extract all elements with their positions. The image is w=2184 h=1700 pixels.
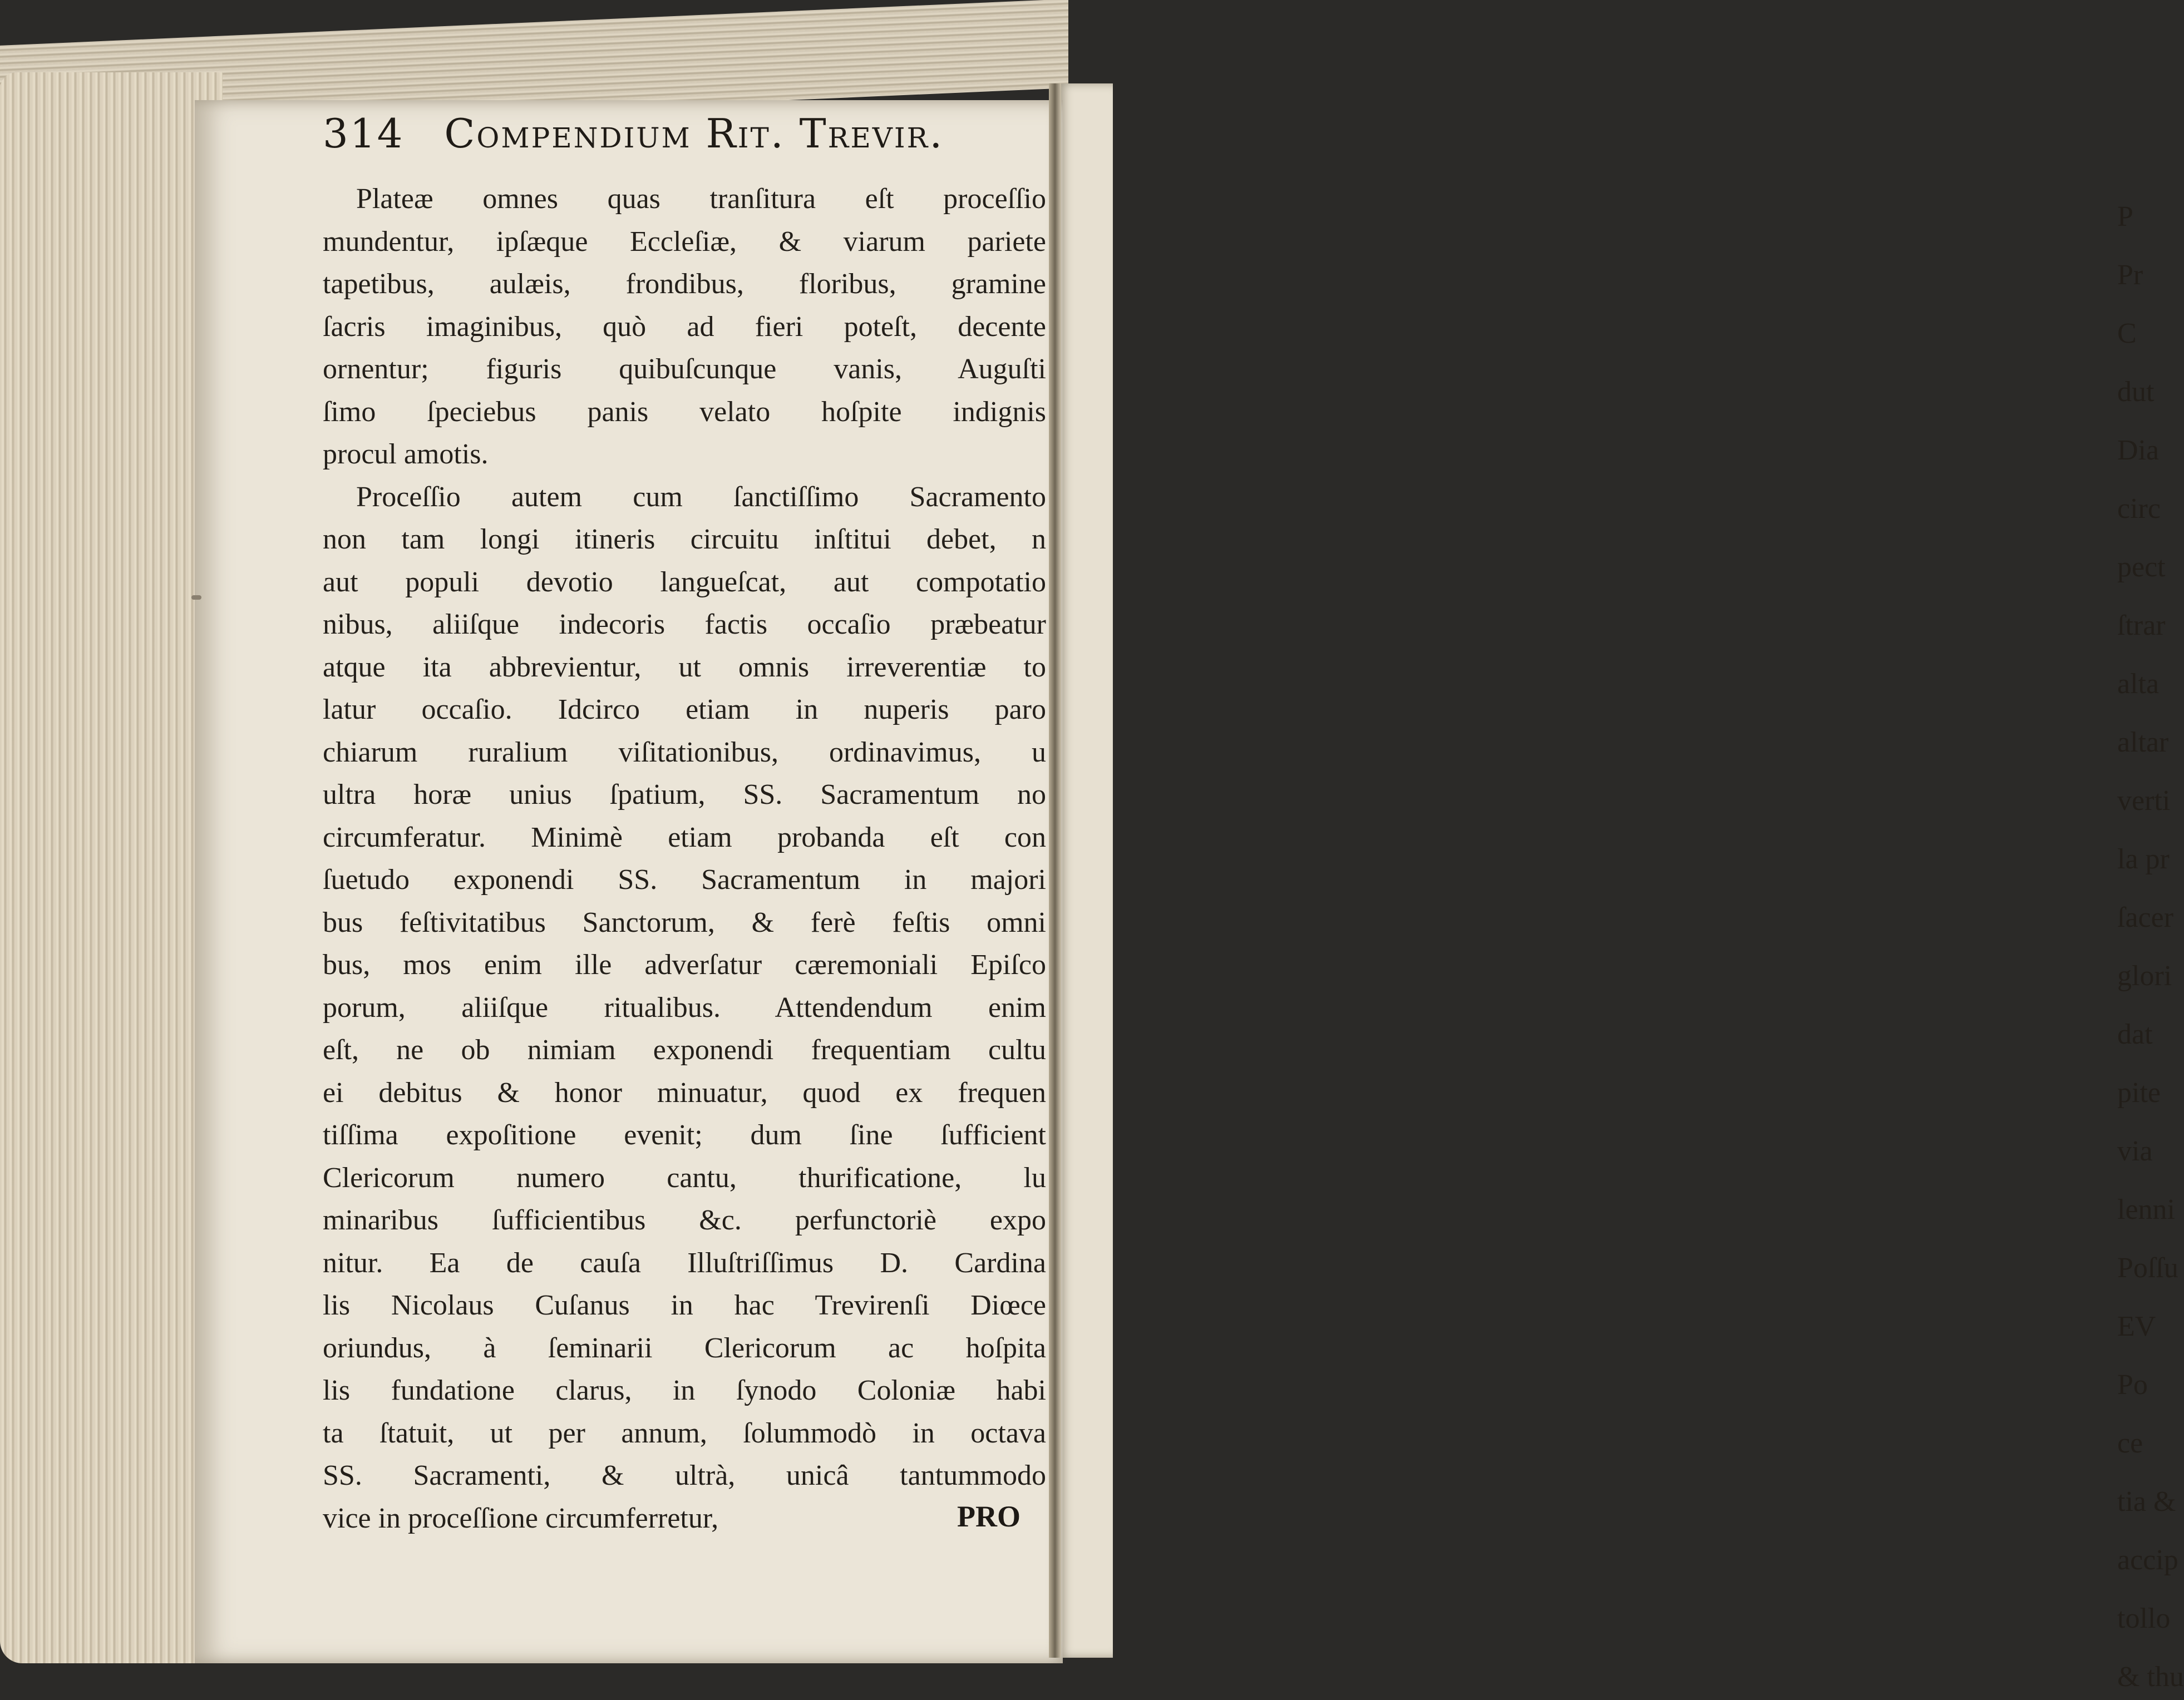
text-line: non tam longi itineris circuitu inſtitui debet, n <box>323 523 1046 555</box>
text-line: aut populi devotio langueſcat, aut compotatio <box>323 566 1046 598</box>
facing-page-fragment: tia & <box>2117 1486 2176 1518</box>
text-line: nibus, aliiſque indecoris factis occaſio præbeatur <box>323 609 1046 640</box>
text-line: bus, mos enim ille adverſatur cæremoniali Epiſco <box>323 949 1046 981</box>
facing-page-fragment: ſtrar <box>2117 610 2166 641</box>
catchword: PRO <box>957 1500 1020 1533</box>
text-line: ſacris imaginibus, quò ad fieri poteſt, decente <box>323 310 1046 343</box>
text-line: ta ſtatuit, ut per annum, ſolummodò in octava <box>323 1417 1046 1449</box>
text-line: vice in proceſſione circumferretur, <box>323 1502 719 1534</box>
text-line: eſt, ne ob nimiam exponendi frequentiam cultu <box>323 1034 1046 1066</box>
facing-page-fragment: verti <box>2117 785 2171 817</box>
running-title: Compendium Rit. Trevir. <box>444 110 944 157</box>
text-line: ei debitus & honor minuatur, quod ex frequen <box>323 1076 1046 1109</box>
text-line: nitur. Ea de cauſa Illuſtriſſimus D. Cardina <box>323 1247 1046 1279</box>
text-line: circumferatur. Minimè etiam probanda eſt con <box>323 821 1046 853</box>
text-line: oriundus, à ſeminarii Clericorum ac hoſpita <box>323 1332 1046 1364</box>
text-line: tapetibus, aulæis, frondibus, floribus, gramine <box>323 268 1046 300</box>
facing-page-fragment: alta <box>2117 668 2160 700</box>
text-line: atque ita abbrevientur, ut omnis irreverentiæ to <box>323 651 1046 683</box>
page-header <box>323 110 944 157</box>
text-line: ultra horæ unius ſpatium, SS. Sacramentum no <box>323 779 1046 811</box>
facing-page-fragment: Poſſu <box>2117 1252 2178 1284</box>
text-line: porum, aliiſque ritualibus. Attendendum enim <box>323 991 1046 1024</box>
book-gutter <box>1049 83 1061 1658</box>
body-text <box>323 178 1046 1540</box>
facing-page-fragment: C <box>2117 318 2137 349</box>
text-line: Plateæ omnes quas tranſitura eſt proceſſio <box>356 183 1046 215</box>
facing-page-fragment: Pr <box>2117 259 2143 291</box>
text-line: tiſſima expoſitione evenit; dum ſine ſufficient <box>323 1119 1046 1151</box>
text-line: latur occaſio. Idcirco etiam in nuperis paro <box>323 694 1046 725</box>
text-line: ſimo ſpeciebus panis velato hoſpite indignis <box>323 396 1046 428</box>
facing-page-fragment: altar <box>2117 727 2169 758</box>
facing-page-fragment: tollo <box>2117 1603 2171 1634</box>
text-line: minaribus ſufficientibus &c. perfunctoriè expo <box>323 1204 1046 1236</box>
facing-page-fragment: & thu <box>2117 1661 2184 1693</box>
facing-page-fragment: dat <box>2117 1019 2153 1050</box>
text-line: mundentur, ipſæque Eccleſiæ, & viarum pariete <box>323 225 1046 258</box>
text-line: Clericorum numero cantu, thurificatione, lu <box>323 1162 1046 1194</box>
facing-page-fragment: dut <box>2117 376 2155 408</box>
facing-page-fragment: pect <box>2117 551 2166 583</box>
text-line: chiarum ruralium viſitationibus, ordinavimus, u <box>323 736 1046 768</box>
book-side-page-edges <box>0 72 223 1663</box>
facing-page-fragment: la pr <box>2117 843 2170 875</box>
facing-page-fragment: ce <box>2117 1427 2143 1459</box>
text-line: bus feſtivitatibus Sanctorum, & ferè feſtis omni <box>323 906 1046 938</box>
facing-page-fragment: Po <box>2117 1369 2148 1401</box>
page-number: 314 <box>323 110 405 157</box>
text-line: Proceſſio autem cum ſanctiſſimo Sacramento <box>356 481 1046 513</box>
text-line: ſuetudo exponendi SS. Sacramentum in majori <box>323 864 1046 896</box>
facing-page-fragment: circ <box>2117 493 2161 525</box>
facing-page-fragment: EV <box>2117 1311 2156 1342</box>
facing-page-fragment: accip <box>2117 1544 2178 1576</box>
text-line: procul amotis. <box>323 438 489 470</box>
facing-page-fragment: glori <box>2117 960 2172 992</box>
facing-page-fragment: lenni <box>2117 1194 2175 1225</box>
text-line: ornentur; figuris quibuſcunque vanis, Auguſti <box>323 353 1046 385</box>
text-line: SS. Sacramenti, & ultrà, unicâ tantummodo <box>323 1460 1046 1491</box>
facing-page-fragment: P <box>2117 201 2133 233</box>
facing-page-fragment: via <box>2117 1135 2153 1167</box>
facing-page-fragment: Dia <box>2117 434 2160 466</box>
text-line: lis Nicolaus Cuſanus in hac Trevirenſi Diœce <box>323 1289 1046 1321</box>
facing-page <box>1057 83 2184 1693</box>
facing-page-fragment: pite <box>2117 1077 2161 1109</box>
facing-page-fragment: ſacer <box>2117 902 2174 933</box>
page-mark <box>191 595 201 600</box>
text-line: lis fundatione clarus, in ſynodo Coloniæ habi <box>323 1375 1046 1406</box>
